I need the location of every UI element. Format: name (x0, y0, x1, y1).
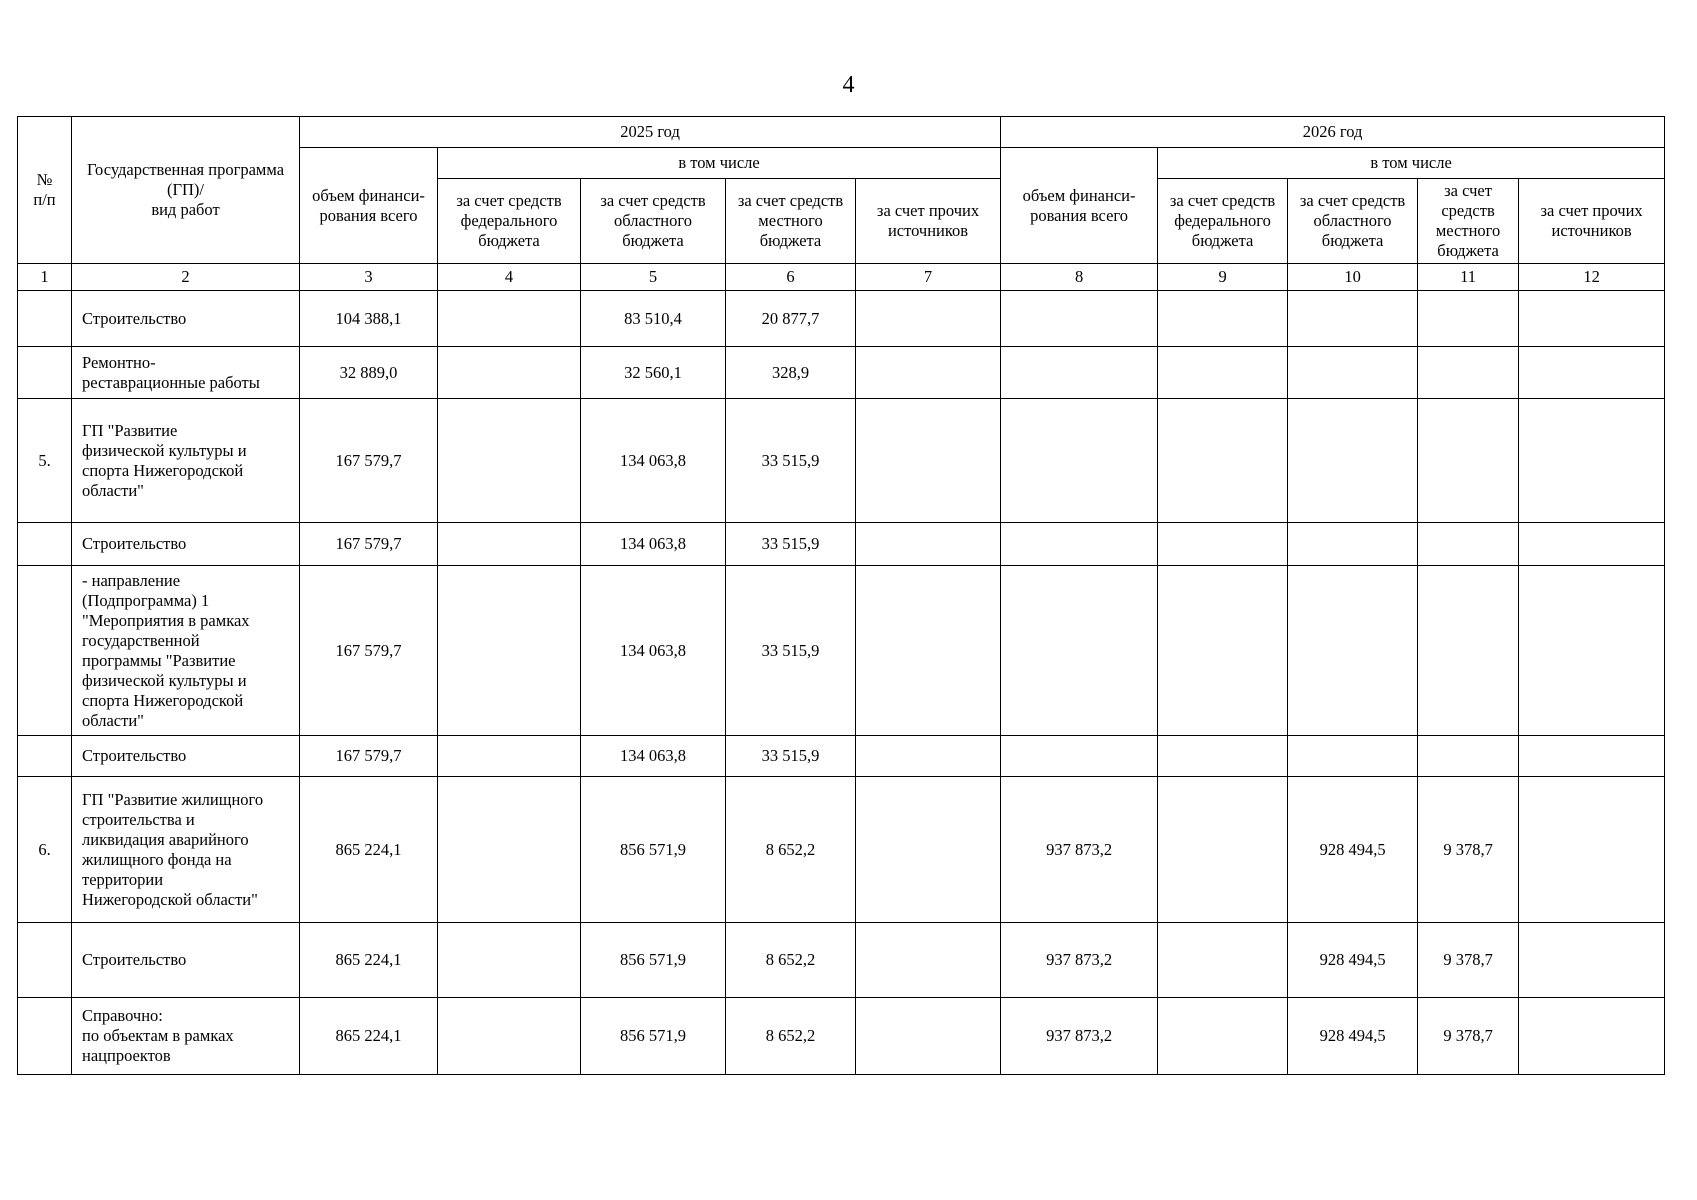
cell-other-2025 (856, 923, 1001, 998)
cell-total-2025: 32 889,0 (300, 347, 438, 399)
column-number: 12 (1519, 264, 1665, 291)
row-number (18, 291, 72, 347)
row-number: 6. (18, 777, 72, 923)
cell-federal-2026 (1158, 347, 1288, 399)
header-total-2025: объем финанси- рования всего (300, 148, 438, 264)
cell-total-2025: 865 224,1 (300, 923, 438, 998)
table-row (18, 523, 1665, 566)
column-number: 8 (1001, 264, 1158, 291)
cell-local-2025: 8 652,2 (726, 998, 856, 1075)
column-number: 6 (726, 264, 856, 291)
cell-regional-2025: 134 063,8 (581, 523, 726, 566)
cell-local-2026 (1418, 566, 1519, 736)
cell-other-2025 (856, 291, 1001, 347)
cell-other-2026 (1519, 523, 1665, 566)
cell-regional-2026 (1288, 736, 1418, 777)
cell-local-2026: 9 378,7 (1418, 923, 1519, 998)
page-number: 4 (842, 72, 855, 98)
cell-federal-2025 (438, 523, 581, 566)
column-number: 10 (1288, 264, 1418, 291)
header-regional-2026: за счет средств областного бюджета (1288, 179, 1418, 264)
table-row (18, 777, 1665, 923)
cell-federal-2026 (1158, 399, 1288, 523)
column-number: 5 (581, 264, 726, 291)
cell-local-2025: 33 515,9 (726, 736, 856, 777)
table-row (18, 291, 1665, 347)
cell-local-2025: 33 515,9 (726, 399, 856, 523)
cell-federal-2025 (438, 736, 581, 777)
header-federal-2025: за счет средств федерального бюджета (438, 179, 581, 264)
cell-regional-2025: 134 063,8 (581, 566, 726, 736)
cell-local-2026 (1418, 399, 1519, 523)
column-number: 1 (18, 264, 72, 291)
row-program-name: ГП "Развитие физической культуры и спорта Нижегородской области" (72, 399, 300, 523)
cell-federal-2025 (438, 998, 581, 1075)
cell-federal-2026 (1158, 923, 1288, 998)
cell-total-2025: 865 224,1 (300, 998, 438, 1075)
header-num: № п/п (18, 117, 72, 264)
row-program-name: Строительство (72, 523, 300, 566)
table-row (18, 347, 1665, 399)
cell-regional-2026: 928 494,5 (1288, 923, 1418, 998)
cell-local-2025: 33 515,9 (726, 566, 856, 736)
cell-local-2025: 8 652,2 (726, 923, 856, 998)
cell-total-2025: 167 579,7 (300, 523, 438, 566)
header-federal-2026: за счет средств федерального бюджета (1158, 179, 1288, 264)
row-number (18, 923, 72, 998)
cell-other-2026 (1519, 923, 1665, 998)
table-row (18, 923, 1665, 998)
cell-federal-2026 (1158, 998, 1288, 1075)
cell-regional-2026 (1288, 566, 1418, 736)
header-year-2026: 2026 год (1001, 117, 1665, 148)
cell-total-2025: 167 579,7 (300, 736, 438, 777)
header-other-2025: за счет прочих источников (856, 179, 1001, 264)
cell-regional-2026 (1288, 523, 1418, 566)
cell-total-2026 (1001, 523, 1158, 566)
cell-federal-2025 (438, 399, 581, 523)
header-program: Государственная программа (ГП)/ вид работ (72, 117, 300, 264)
column-number: 2 (72, 264, 300, 291)
cell-total-2026 (1001, 566, 1158, 736)
row-program-name: ГП "Развитие жилищного строительства и ликвидация аварийного жилищного фонда на территории Нижегородской области" (72, 777, 300, 923)
cell-regional-2025: 856 571,9 (581, 923, 726, 998)
cell-other-2026 (1519, 777, 1665, 923)
row-number (18, 347, 72, 399)
row-program-name: - направление (Подпрограмма) 1 "Мероприятия в рамках государственной программы "Развитие физической культуры и спорта Нижегородской области" (72, 566, 300, 736)
cell-federal-2026 (1158, 291, 1288, 347)
cell-other-2025 (856, 777, 1001, 923)
cell-total-2025: 167 579,7 (300, 566, 438, 736)
cell-federal-2025 (438, 923, 581, 998)
cell-total-2025: 104 388,1 (300, 291, 438, 347)
cell-total-2026 (1001, 291, 1158, 347)
cell-federal-2025 (438, 347, 581, 399)
row-program-name: Строительство (72, 291, 300, 347)
cell-local-2025: 8 652,2 (726, 777, 856, 923)
table-row (18, 399, 1665, 523)
header-regional-2025: за счет средств областного бюджета (581, 179, 726, 264)
cell-total-2026 (1001, 399, 1158, 523)
column-numbers-row (18, 264, 1665, 291)
cell-regional-2026: 928 494,5 (1288, 777, 1418, 923)
row-program-name: Справочно: по объектам в рамках нацпроектов (72, 998, 300, 1075)
table-body (18, 291, 1665, 1075)
cell-total-2025: 865 224,1 (300, 777, 438, 923)
cell-other-2025 (856, 523, 1001, 566)
cell-other-2025 (856, 399, 1001, 523)
table-header (18, 117, 1665, 291)
cell-regional-2026 (1288, 291, 1418, 347)
cell-federal-2025 (438, 566, 581, 736)
header-other-2026: за счет прочих источников (1519, 179, 1665, 264)
cell-other-2026 (1519, 399, 1665, 523)
cell-federal-2025 (438, 777, 581, 923)
cell-regional-2025: 134 063,8 (581, 399, 726, 523)
cell-local-2026 (1418, 523, 1519, 566)
row-program-name: Строительство (72, 923, 300, 998)
cell-other-2026 (1519, 736, 1665, 777)
budget-table (17, 116, 1665, 1075)
cell-federal-2026 (1158, 523, 1288, 566)
column-number: 7 (856, 264, 1001, 291)
row-number (18, 523, 72, 566)
cell-total-2026: 937 873,2 (1001, 777, 1158, 923)
column-number: 3 (300, 264, 438, 291)
header-including-2025: в том числе (438, 148, 1001, 179)
cell-local-2025: 33 515,9 (726, 523, 856, 566)
row-number (18, 566, 72, 736)
cell-total-2026 (1001, 736, 1158, 777)
cell-regional-2025: 32 560,1 (581, 347, 726, 399)
cell-regional-2026 (1288, 347, 1418, 399)
cell-other-2025 (856, 736, 1001, 777)
cell-other-2026 (1519, 291, 1665, 347)
cell-other-2026 (1519, 566, 1665, 736)
row-program-name: Ремонтно- реставрационные работы (72, 347, 300, 399)
cell-local-2026: 9 378,7 (1418, 998, 1519, 1075)
cell-local-2026 (1418, 736, 1519, 777)
header-including-2026: в том числе (1158, 148, 1665, 179)
cell-other-2026 (1519, 347, 1665, 399)
column-number: 11 (1418, 264, 1519, 291)
row-program-name: Строительство (72, 736, 300, 777)
cell-federal-2026 (1158, 566, 1288, 736)
cell-local-2025: 328,9 (726, 347, 856, 399)
column-number: 9 (1158, 264, 1288, 291)
cell-federal-2026 (1158, 736, 1288, 777)
header-local-2026: за счет средств местного бюджета (1418, 179, 1519, 264)
row-number (18, 736, 72, 777)
cell-local-2026: 9 378,7 (1418, 777, 1519, 923)
table-row (18, 998, 1665, 1075)
row-number: 5. (18, 399, 72, 523)
column-number: 4 (438, 264, 581, 291)
cell-regional-2026: 928 494,5 (1288, 998, 1418, 1075)
cell-total-2025: 167 579,7 (300, 399, 438, 523)
cell-regional-2025: 83 510,4 (581, 291, 726, 347)
table-row (18, 736, 1665, 777)
cell-other-2025 (856, 347, 1001, 399)
cell-total-2026: 937 873,2 (1001, 998, 1158, 1075)
cell-other-2026 (1519, 998, 1665, 1075)
cell-regional-2025: 856 571,9 (581, 998, 726, 1075)
cell-local-2025: 20 877,7 (726, 291, 856, 347)
header-local-2025: за счет средств местного бюджета (726, 179, 856, 264)
header-total-2026: объем финанси- рования всего (1001, 148, 1158, 264)
cell-federal-2026 (1158, 777, 1288, 923)
cell-regional-2025: 856 571,9 (581, 777, 726, 923)
cell-total-2026: 937 873,2 (1001, 923, 1158, 998)
cell-other-2025 (856, 566, 1001, 736)
cell-regional-2025: 134 063,8 (581, 736, 726, 777)
cell-local-2026 (1418, 347, 1519, 399)
cell-federal-2025 (438, 291, 581, 347)
row-number (18, 998, 72, 1075)
cell-total-2026 (1001, 347, 1158, 399)
cell-local-2026 (1418, 291, 1519, 347)
cell-regional-2026 (1288, 399, 1418, 523)
cell-other-2025 (856, 998, 1001, 1075)
table-row (18, 566, 1665, 736)
header-year-2025: 2025 год (300, 117, 1001, 148)
